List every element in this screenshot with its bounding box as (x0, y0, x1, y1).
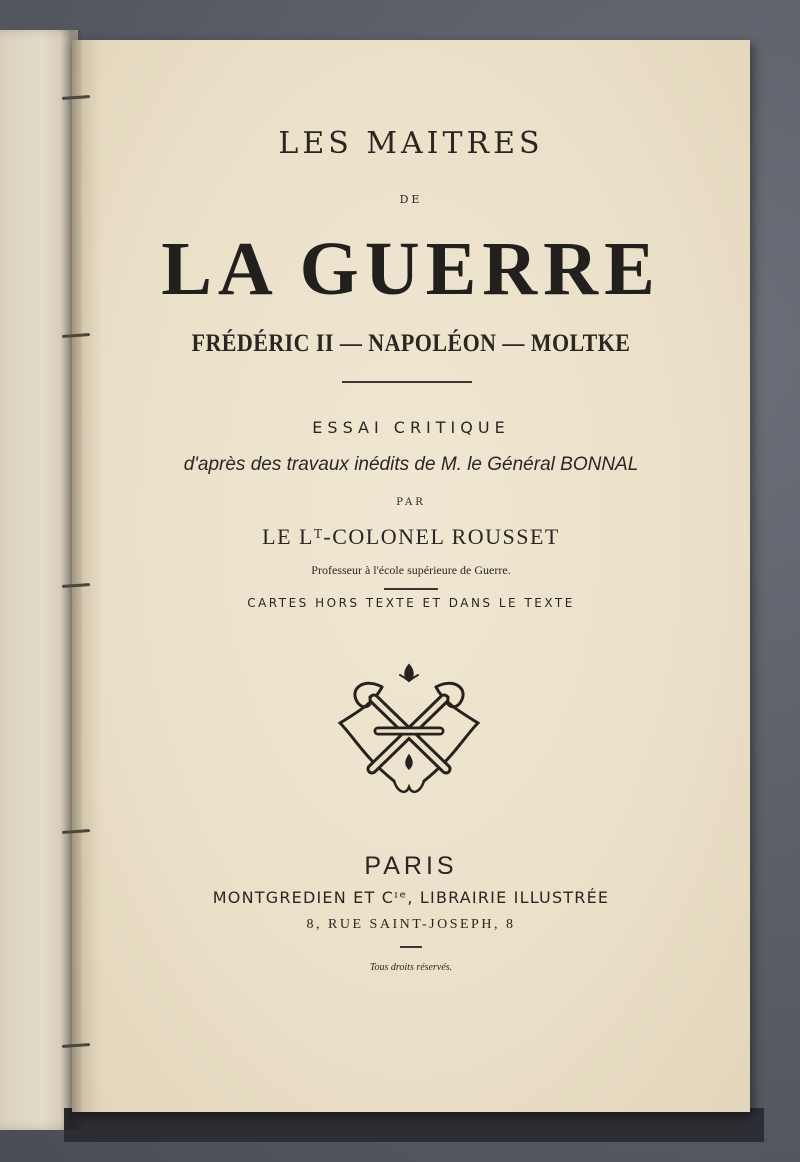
publisher-address: 8, RUE SAINT-JOSEPH, 8 (306, 917, 516, 932)
rights-notice: Tous droits réservés. (369, 962, 453, 973)
monogram-ornament-icon (334, 657, 484, 801)
author-name: LE Lᵀ-COLONEL ROUSSET (262, 524, 560, 549)
publication-city: PARIS (364, 852, 458, 880)
divider-rule (342, 381, 472, 383)
author-role: Professeur à l'école supérieure de Guerre. (311, 563, 511, 577)
title-page (72, 40, 750, 1112)
subtitle: FRÉDÉRIC II — NAPOLÉON — MOLTKE (191, 330, 631, 357)
short-divider-rule (384, 588, 438, 590)
by-line: PAR (396, 497, 426, 508)
connector-word: DE (399, 193, 423, 206)
publisher-name: MONTGREDIEN ET Cᶦᵉ, LIBRAIRIE ILLUSTRÉE (212, 888, 610, 907)
main-title: LA GUERRE (161, 227, 661, 311)
binding-gutter (60, 30, 82, 1130)
cover-edge (64, 1108, 764, 1142)
maps-note: CARTES HORS TEXTE ET DANS LE TEXTE (247, 596, 575, 610)
source-note: d'après des travaux inédits de M. le Général BONNAL (183, 454, 639, 475)
series-heading: LES MAITRES (278, 126, 544, 161)
genre-line: ESSAI CRITIQUE (312, 418, 510, 437)
small-dash (400, 946, 422, 948)
